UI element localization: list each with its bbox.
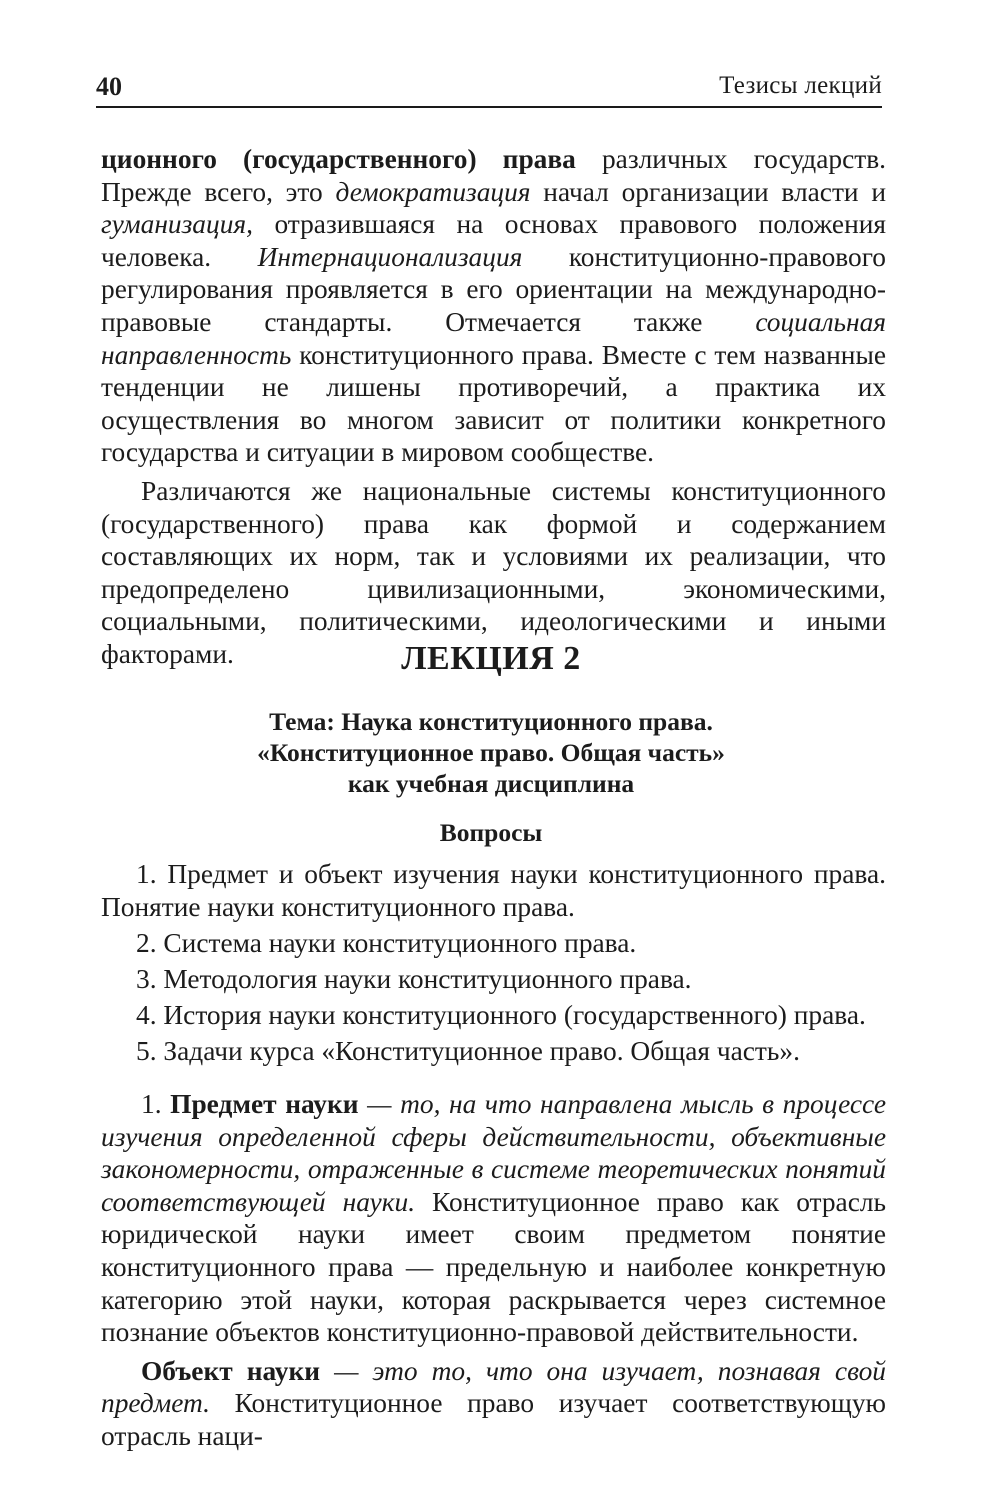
lecture-topic	[96, 706, 886, 799]
running-title: Тезисы лекций	[719, 72, 882, 99]
paragraph-3: 1. Предмет науки — то, на что направлена мысль в процессе изучения определенной сферы действительности, объективные закономерности, отраженные в системе теоретических понятий соответствующей науки. Конституционное право как отрасль юридической науки имеет своим предметом понятие конституционного права — предельную и наиболее конкретную категорию этой науки, которая раскрывается через системное познание объектов конституционно-правовой действительности.	[101, 1089, 887, 1348]
body-text	[101, 1088, 886, 1453]
question-item: 3. Методология науки конституционного права.	[136, 964, 692, 994]
question-item: 2. Система науки конституционного права.	[136, 928, 637, 958]
topic-line: «Конституционное право. Общая часть»	[257, 738, 725, 767]
questions-title: Вопросы	[439, 818, 543, 847]
question-item: 1. Предмет и объект изучения науки конституционного права. Понятие науки конституционного права.	[101, 859, 886, 922]
lecture-title: ЛЕКЦИЯ 2	[401, 640, 581, 677]
paragraph-2: Различаются же национальные системы конституционного (государственного) права как формой и содержанием составляющих их норм, так и условиями их реализации, что предопределено цивилизационными, экономическими, социальными, политическими, идеологическими и иными факторами.	[101, 475, 886, 669]
page-number: 40	[96, 72, 122, 101]
paragraph-1: ционного (государственного) права различных государств. Прежде всего, это демократизация начал организации власти и гуманизация, отразившаяся на основах правового положения человека. Интернационализация конституционно-правового регулирования проявляется в его ориентации на международно-правовые стандарты. Отмечается также социальная направленность конституционного права. Вместе с тем названные тенденции не лишены противоречий, а практика их осуществления во многом зависит от политики конкретного государства и ситуации в мировом сообществе.	[101, 144, 886, 468]
continuation-text	[101, 143, 886, 671]
page-header	[96, 70, 882, 108]
paragraph-4: Объект науки — это то, что она изучает, познавая свой предмет. Конституционное право изучает соответствующую отрасль наци-	[101, 1355, 886, 1451]
questions-list	[101, 858, 886, 1071]
question-item: 4. История науки конституционного (государственного) права.	[136, 1000, 866, 1030]
topic-line: как учебная дисциплина	[347, 769, 635, 798]
question-item: 5. Задачи курса «Конституционное право. Общая часть».	[136, 1036, 800, 1066]
topic-line: Тема: Наука конституционного права.	[269, 707, 713, 736]
